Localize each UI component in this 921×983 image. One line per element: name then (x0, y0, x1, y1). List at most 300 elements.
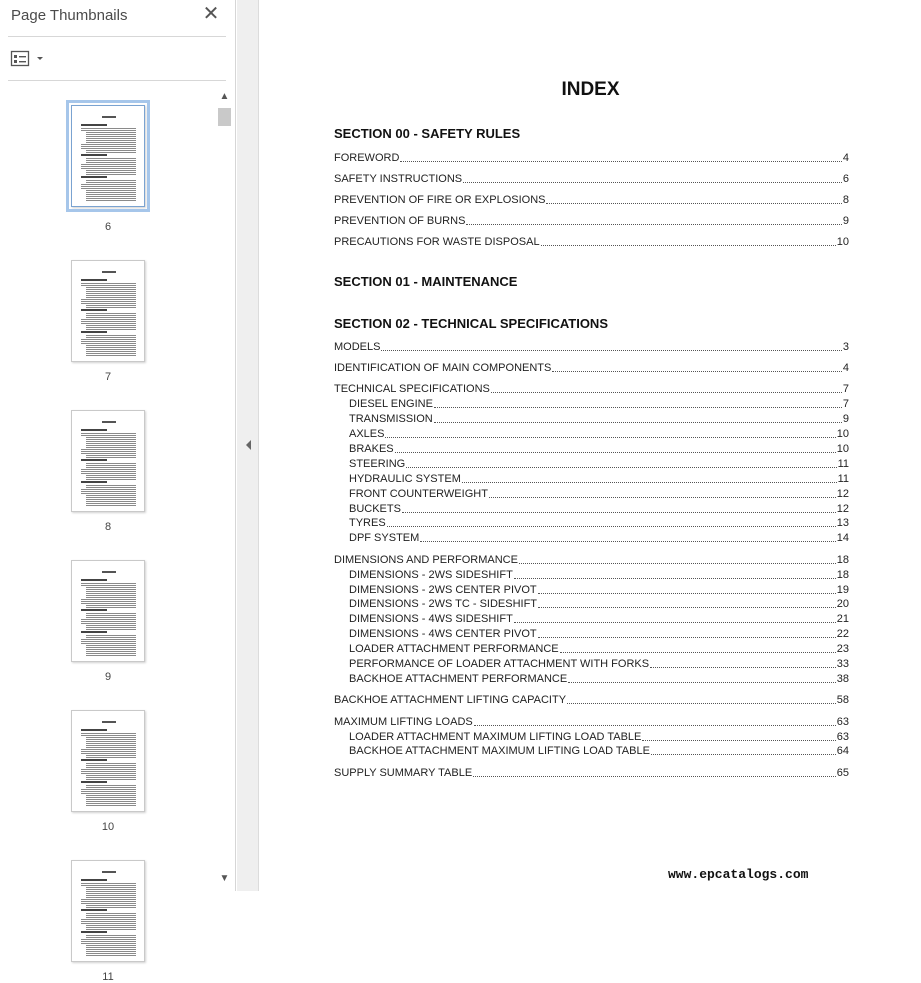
toc-entry-page: 10 (836, 443, 849, 455)
thumbnail-preview-line (86, 499, 136, 500)
thumbnail-preview-line (81, 491, 136, 492)
thumbnail-preview-line (86, 765, 136, 766)
thumbnail-preview-line (86, 200, 136, 201)
toc-entry[interactable] (349, 627, 849, 641)
thumbnail-preview-line (86, 935, 136, 936)
thumbnail-preview-line (81, 144, 136, 145)
toc-entry-page: 64 (836, 745, 849, 757)
toc-dot-leader (538, 637, 836, 638)
thumbnail-preview-line (86, 787, 136, 788)
toc-entry-label: FOREWORD (334, 152, 400, 164)
thumbnail-preview-line (86, 895, 136, 896)
toc-entry-label: BACKHOE ATTACHMENT PERFORMANCE (349, 673, 568, 685)
toc-entry-label: DIMENSIONS AND PERFORMANCE (334, 554, 518, 566)
thumbnail-preview-line (86, 287, 136, 288)
thumbnail-preview-line (81, 921, 136, 922)
thumbnail-preview-line (81, 609, 107, 611)
thumbnail-preview-line (81, 471, 136, 472)
thumbnail-preview-line (81, 759, 107, 761)
toc-entry-label: SAFETY INSTRUCTIONS (334, 173, 463, 185)
toc-entry[interactable] (334, 235, 849, 249)
thumbnail-preview-line (81, 469, 136, 470)
toc-entry[interactable] (349, 657, 849, 671)
toc-entry-page: 22 (836, 628, 849, 640)
toc-entry[interactable] (349, 730, 849, 744)
thumbnail-preview-line (81, 879, 107, 881)
thumbnail-preview-line (81, 619, 136, 620)
thumbnail-preview-line (86, 937, 136, 938)
toc-entry-label: DIESEL ENGINE (349, 398, 433, 410)
thumbnail-preview-line (86, 347, 136, 348)
toc-entry-label: PERFORMANCE OF LOADER ATTACHMENT WITH FORKS (349, 658, 650, 670)
toc-entry-label: DPF SYSTEM (349, 532, 420, 544)
toc-entry-page: 10 (836, 236, 849, 248)
thumbnail-preview-line (86, 615, 136, 616)
thumbnail-preview-line (86, 291, 136, 292)
thumbnail-preview-line (81, 283, 136, 284)
toc-dot-leader (560, 652, 836, 653)
toc-dot-leader (387, 526, 836, 527)
thumbnail-preview-line (81, 285, 136, 286)
toc-entry-label: AXLES (349, 428, 385, 440)
toc-entry-page: 63 (836, 731, 849, 743)
thumbnail-preview-line (81, 641, 136, 642)
thumbnail-preview-line (86, 190, 136, 191)
thumbnail-preview-line (86, 194, 136, 195)
toc-entry-label: PREVENTION OF BURNS (334, 215, 466, 227)
thumbnail-preview-line (86, 647, 136, 648)
thumbnail-preview-line (86, 447, 136, 448)
toc-dot-leader (406, 467, 836, 468)
thumbnail-preview-line (86, 182, 136, 183)
thumbnail-preview-line (86, 949, 136, 950)
page-thumbnail[interactable] (71, 860, 145, 962)
thumbnail-preview-line (81, 579, 107, 581)
toc-entry[interactable] (349, 612, 849, 626)
toc-dot-leader (541, 245, 836, 246)
thumbnail-preview-line (81, 733, 136, 734)
thumbnail-preview-line (102, 721, 116, 723)
toc-entry-label: TRANSMISSION (349, 413, 433, 425)
toc-entry-label: BRAKES (349, 443, 394, 455)
toc-entry[interactable] (349, 516, 849, 530)
toc-dot-leader (552, 371, 842, 372)
thumbnail-preview-line (86, 150, 136, 151)
thumbnail-preview-line (102, 116, 116, 118)
thumbnail-preview-line (86, 142, 136, 143)
thumbnail-preview-line (81, 459, 107, 461)
thumbnail-preview-line (86, 307, 136, 308)
thumbnail-page-number: 10 (101, 821, 115, 833)
toc-entry-label: TYRES (349, 517, 386, 529)
thumbnail-preview-line (86, 138, 136, 139)
thumbnail-preview-line (86, 597, 136, 598)
thumbnail-preview-line (81, 623, 136, 624)
thumbnail-preview-line (86, 797, 136, 798)
thumbnail-preview-line (86, 607, 136, 608)
toc-entry-label: SUPPLY SUMMARY TABLE (334, 767, 473, 779)
toc-dot-leader (514, 578, 836, 579)
thumbnail-preview-line (81, 903, 136, 904)
thumbnail-preview-line (81, 130, 136, 131)
thumbnail-preview-line (81, 585, 136, 586)
thumbnail-preview-line (86, 785, 136, 786)
thumbnail-preview-line (86, 505, 136, 506)
toc-dot-leader (489, 497, 836, 498)
toc-entry[interactable] (334, 361, 849, 375)
thumbnail-preview-line (81, 931, 107, 933)
toc-entry-label: DIMENSIONS - 2WS CENTER PIVOT (349, 584, 537, 596)
thumbnail-preview-line (81, 168, 136, 169)
page-thumbnail[interactable] (71, 410, 145, 512)
thumbnail-preview-line (81, 639, 136, 640)
toc-entry[interactable] (334, 172, 849, 186)
toc-entry-label: BACKHOE ATTACHMENT MAXIMUM LIFTING LOAD TABLE (349, 745, 650, 757)
toc-entry[interactable] (349, 502, 849, 516)
section-heading: SECTION 01 - MAINTENANCE (334, 274, 518, 289)
toc-entry[interactable] (334, 151, 849, 165)
thumbnail-preview-line (81, 303, 136, 304)
toc-entry-page: 10 (836, 428, 849, 440)
thumbnail-preview-line (86, 635, 136, 636)
page-title: INDEX (561, 79, 620, 100)
toc-entry[interactable] (334, 693, 849, 707)
toc-entry[interactable] (349, 442, 849, 456)
thumbnail-preview-line (86, 887, 136, 888)
thumbnail-preview-line (86, 951, 136, 952)
thumbnail-preview-line (86, 913, 136, 914)
close-icon: ✕ (202, 3, 220, 25)
thumbnail-preview-line (86, 801, 136, 802)
toc-entry-page: 63 (836, 716, 849, 728)
thumbnail-preview-line (81, 453, 136, 454)
toc-entry[interactable] (349, 583, 849, 597)
panel-title: Page Thumbnails (11, 7, 128, 24)
thumbnail-preview-line (81, 451, 136, 452)
toc-dot-leader (474, 725, 836, 726)
thumbnail-preview-line (81, 769, 136, 770)
toc-dot-leader (400, 161, 841, 162)
page-thumbnail[interactable] (71, 105, 145, 207)
toc-entry-label: PRECAUTIONS FOR WASTE DISPOSAL (334, 236, 540, 248)
thumbnail-preview-line (86, 739, 136, 740)
page-thumbnail[interactable] (71, 560, 145, 662)
toc-entry[interactable] (349, 597, 849, 611)
thumbnail-preview-line (86, 313, 136, 314)
thumbnail-preview-line (86, 649, 136, 650)
toc-entry[interactable] (334, 340, 849, 354)
toc-dot-leader (466, 224, 841, 225)
thumbnail-preview-line (81, 146, 136, 147)
thumbnail-preview-line (86, 893, 136, 894)
thumbnail-preview-line (81, 481, 107, 483)
thumbnail-preview-line (86, 132, 136, 133)
thumbnail-preview-line (81, 789, 136, 790)
thumbnail-preview-line (81, 124, 107, 126)
toc-entry-page: 3 (842, 341, 849, 353)
thumbnail-preview-line (81, 885, 136, 886)
toc-dot-leader (381, 350, 841, 351)
toc-entry-page: 21 (836, 613, 849, 625)
thumbnail-options-button[interactable] (10, 49, 46, 69)
thumbnail-list (0, 82, 216, 983)
thumbnail-preview-line (86, 741, 136, 742)
thumbnail-preview-line (86, 889, 136, 890)
thumbnail-preview-line (86, 355, 136, 356)
toc-entry[interactable] (349, 568, 849, 582)
thumbnail-preview-line (86, 593, 136, 594)
thumbnail-preview-line (81, 943, 136, 944)
thumbnail-preview-line (86, 755, 136, 756)
thumbnail-preview-line (86, 589, 136, 590)
toc-entry-label: STEERING (349, 458, 406, 470)
thumbnail-preview-line (81, 919, 136, 920)
thumbnail-preview-line (86, 443, 136, 444)
toc-entry-page: 33 (836, 658, 849, 670)
thumbnail-preview-line (81, 433, 136, 434)
toc-entry-label: BACKHOE ATTACHMENT LIFTING CAPACITY (334, 694, 567, 706)
thumbnail-preview-line (86, 441, 136, 442)
thumbnail-preview-line (86, 437, 136, 438)
thumbnail-preview-line (102, 271, 116, 273)
thumbnail-preview-line (86, 345, 136, 346)
thumbnail-preview-line (86, 953, 136, 954)
toc-entry[interactable] (349, 457, 849, 471)
toc-entry[interactable] (349, 427, 849, 441)
thumbnail-preview-line (86, 595, 136, 596)
toc-entry[interactable] (334, 553, 849, 567)
thumbnail-preview-line (102, 871, 116, 873)
thumbnail-preview-line (81, 339, 136, 340)
toc-entry-page: 13 (836, 517, 849, 529)
toc-entry[interactable] (349, 672, 849, 686)
thumbnail-preview-line (81, 493, 136, 494)
thumbnail-preview-line (81, 341, 136, 342)
toc-entry-label: TECHNICAL SPECIFICATIONS (334, 383, 490, 395)
thumbnail-preview-line (81, 729, 107, 731)
thumbnail-preview-line (86, 136, 136, 137)
toc-entry-page: 20 (836, 598, 849, 610)
thumbnail-preview-line (86, 625, 136, 626)
toc-entry[interactable] (349, 472, 849, 486)
thumbnail-preview-line (81, 939, 136, 940)
thumbnail-preview-line (86, 757, 136, 758)
toc-entry[interactable] (334, 214, 849, 228)
thumbnail-preview-line (86, 917, 136, 918)
thumbnail-preview-line (81, 791, 136, 792)
toc-dot-leader (538, 607, 836, 608)
thumbnail-preview-line (86, 805, 136, 806)
thumbnail-preview-line (81, 899, 136, 900)
scroll-up-button[interactable]: ▲ (219, 91, 230, 102)
thumbnail-preview-line (86, 479, 136, 480)
thumbnail-preview-line (86, 767, 136, 768)
thumbnail-preview-line (86, 651, 136, 652)
toc-entry-label: DIMENSIONS - 2WS SIDESHIFT (349, 569, 513, 581)
thumbnail-preview-line (86, 613, 136, 614)
thumbnail-preview-line (86, 192, 136, 193)
toc-dot-leader (462, 482, 837, 483)
thumbnail-preview-line (81, 164, 136, 165)
collapse-panel-icon[interactable] (244, 437, 254, 453)
toc-entry-page: 58 (836, 694, 849, 706)
toc-dot-leader (434, 407, 842, 408)
thumbnail-preview-line (86, 929, 136, 930)
scroll-down-button[interactable]: ▼ (219, 873, 230, 884)
toc-dot-leader (514, 622, 836, 623)
thumbnail-preview-line (86, 795, 136, 796)
toc-entry[interactable] (349, 412, 849, 426)
toc-entry-page: 19 (836, 584, 849, 596)
toc-entry-page: 12 (836, 503, 849, 515)
thumbnail-preview-line (81, 599, 136, 600)
toc-entry-label: FRONT COUNTERWEIGHT (349, 488, 488, 500)
thumbnail-preview-line (81, 781, 107, 783)
page-thumbnails-panel (0, 0, 236, 983)
thumbnail-preview-line (86, 315, 136, 316)
thumbnail-preview-line (81, 751, 136, 752)
page-thumbnail[interactable] (71, 710, 145, 812)
toc-dot-leader (642, 740, 835, 741)
thumbnail-page-number: 9 (104, 671, 112, 683)
toc-dot-leader (650, 667, 836, 668)
thumbnail-preview-line (86, 180, 136, 181)
toc-entry-label: LOADER ATTACHMENT PERFORMANCE (349, 643, 559, 655)
thumbnail-preview-line (86, 140, 136, 141)
thumbnail-preview-line (81, 621, 136, 622)
thumbnail-scrollbar[interactable] (216, 87, 233, 891)
thumbnail-preview-line (86, 455, 136, 456)
toc-entry[interactable] (349, 487, 849, 501)
thumbnail-preview-line (86, 745, 136, 746)
toc-entry-label: MAXIMUM LIFTING LOADS (334, 716, 473, 728)
toc-entry[interactable] (349, 531, 849, 545)
thumbnail-page-number: 8 (104, 521, 112, 533)
thumbnail-preview-line (81, 601, 136, 602)
thumbnail-preview-line (86, 737, 136, 738)
thumbnail-preview-line (86, 637, 136, 638)
thumbnail-preview-line (86, 457, 136, 458)
thumbnail-preview-line (86, 907, 136, 908)
thumbnail-preview-line (81, 473, 136, 474)
toc-entry[interactable] (349, 744, 849, 758)
thumbnail-preview-line (86, 158, 136, 159)
thumbnail-preview-line (86, 653, 136, 654)
thumbnail-preview-line (86, 763, 136, 764)
toc-entry[interactable] (349, 642, 849, 656)
thumbnail-options-icon (10, 49, 46, 69)
thumbnail-preview-line (86, 297, 136, 298)
thumbnail-preview-line (81, 176, 107, 178)
toc-dot-leader (402, 512, 836, 513)
document-page (260, 0, 881, 891)
thumbnail-preview-line (86, 477, 136, 478)
toc-dot-leader (651, 754, 836, 755)
toc-dot-leader (538, 593, 836, 594)
thumbnail-preview-line (86, 775, 136, 776)
thumbnail-page-number: 7 (104, 371, 112, 383)
thumbnail-preview-line (86, 289, 136, 290)
toc-dot-leader (567, 703, 836, 704)
scrollbar-thumb[interactable] (218, 108, 231, 126)
toc-entry-label: BUCKETS (349, 503, 401, 515)
thumbnail-preview-line (81, 883, 136, 884)
thumbnail-preview-line (81, 793, 136, 794)
toc-dot-leader (546, 203, 841, 204)
toc-entry-label: DIMENSIONS - 4WS CENTER PIVOT (349, 628, 537, 640)
thumbnail-preview-line (86, 587, 136, 588)
thumbnail-preview-line (81, 331, 107, 333)
toc-entry[interactable] (334, 715, 849, 729)
toc-entry-page: 6 (842, 173, 849, 185)
thumbnail-preview-line (86, 305, 136, 306)
section-heading: SECTION 02 - TECHNICAL SPECIFICATIONS (334, 316, 608, 331)
thumbnail-preview-line (81, 148, 136, 149)
toc-entry-page: 8 (842, 194, 849, 206)
thumbnail-preview-line (86, 134, 136, 135)
toc-entry-label: MODELS (334, 341, 381, 353)
thumbnail-preview-line (86, 891, 136, 892)
thumbnail-preview-line (81, 643, 136, 644)
thumbnail-preview-line (86, 777, 136, 778)
toc-entry[interactable] (334, 766, 849, 780)
thumbnail-preview-line (86, 196, 136, 197)
toc-dot-leader (568, 682, 836, 683)
section-heading: SECTION 00 - SAFETY RULES (334, 126, 521, 141)
thumbnail-preview-line (86, 497, 136, 498)
toc-entry-page: 11 (837, 473, 849, 485)
thumbnail-preview-line (86, 645, 136, 646)
toc-entry[interactable] (334, 193, 849, 207)
thumbnail-preview-line (86, 617, 136, 618)
thumbnail-preview-line (86, 329, 136, 330)
toc-entry-page: 9 (842, 413, 849, 425)
thumbnail-preview-line (86, 327, 136, 328)
thumbnail-preview-line (86, 503, 136, 504)
thumbnail-preview-line (86, 467, 136, 468)
thumbnail-preview-line (81, 166, 136, 167)
toc-entry[interactable] (334, 382, 849, 396)
thumbnail-preview-line (81, 909, 107, 911)
thumbnail-preview-line (81, 323, 136, 324)
thumbnail-preview-line (81, 343, 136, 344)
toc-dot-leader (385, 437, 835, 438)
thumbnail-preview-line (86, 743, 136, 744)
thumbnail-preview-line (86, 905, 136, 906)
thumbnail-preview-line (86, 335, 136, 336)
thumbnail-preview-line (86, 317, 136, 318)
thumbnail-preview-line (86, 629, 136, 630)
thumbnail-preview-line (86, 465, 136, 466)
thumbnail-page-number: 11 (102, 971, 114, 983)
page-thumbnail[interactable] (71, 260, 145, 362)
thumbnail-preview-line (86, 897, 136, 898)
toc-entry-page: 4 (842, 362, 849, 374)
thumbnail-preview-line (81, 901, 136, 902)
toc-entry-label: HYDRAULIC SYSTEM (349, 473, 461, 485)
toc-entry[interactable] (349, 397, 849, 411)
toc-entry-label: IDENTIFICATION OF MAIN COMPONENTS (334, 362, 552, 374)
thumbnail-preview-line (86, 475, 136, 476)
thumbnail-preview-line (86, 955, 136, 956)
thumbnail-preview-line (81, 449, 136, 450)
thumbnail-preview-line (86, 799, 136, 800)
thumbnail-preview-line (86, 779, 136, 780)
panel-splitter[interactable] (237, 0, 259, 891)
thumbnail-preview-line (81, 583, 136, 584)
close-panel-button[interactable] (201, 4, 221, 26)
thumbnail-preview-line (81, 154, 107, 156)
